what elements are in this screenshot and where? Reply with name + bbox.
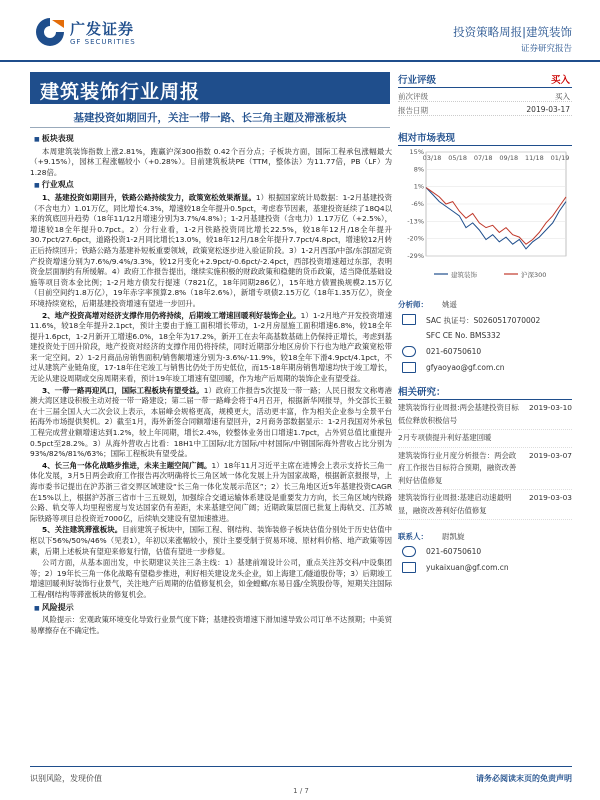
paragraph (30, 311, 392, 385)
x-tick-label: 03/18 (422, 154, 442, 162)
mail-icon (402, 362, 416, 373)
paragraph-lead: 2、地产投资高增对经济支撑作用仍将持续，后期竣工增速回暖利好装饰企业。 (42, 310, 301, 320)
rating-header (398, 72, 572, 88)
related-item-text: 2月专项债提升利好基建回暖 (398, 433, 492, 442)
related-item-text: 建筑装饰行业周报:基建启动速最明显，融资改善利好估值修复 (398, 493, 512, 515)
page-header (0, 0, 600, 62)
prev-rating-value: 买入 (555, 92, 570, 101)
y-tick-label: -29% (407, 252, 424, 260)
report-date-label: 报告日期 (398, 106, 428, 115)
analyst-block (398, 296, 572, 376)
report-date-row (398, 102, 572, 116)
related-research (398, 384, 572, 520)
mail-icon (402, 562, 416, 573)
analyst-phone: 021-60750610 (426, 347, 482, 356)
related-item[interactable] (398, 490, 572, 520)
related-item-date: 2019-03-07 (529, 450, 572, 460)
chart-svg (398, 148, 572, 288)
related-item-date: 2019-03-03 (529, 493, 572, 502)
contact-name: 尉凯旋 (442, 532, 465, 541)
y-tick-label: -13% (407, 217, 424, 226)
analyst-sac-row (398, 312, 572, 328)
paragraph (30, 461, 392, 525)
contact-block (398, 528, 572, 576)
brand-en: GF SECURITIES (70, 38, 136, 46)
y-tick-label: -20% (407, 234, 424, 243)
y-tick-label: 15% (409, 148, 424, 156)
prev-rating-row (398, 88, 572, 102)
analyst-sfc: SFC CE No. BMS332 (426, 331, 501, 340)
contact-email-row (398, 560, 572, 576)
phone-icon (402, 346, 416, 357)
legend-label: 建筑装饰 (451, 271, 477, 279)
y-tick-label: -6% (411, 200, 424, 208)
id-card-icon (402, 314, 416, 325)
related-item-date: 2019-03-10 (529, 403, 572, 412)
analyst-email-row (398, 360, 572, 376)
phone-icon (402, 546, 416, 557)
chart-title (398, 130, 572, 146)
report-date-value: 2019-03-17 (526, 105, 570, 114)
paragraph-text: 1）政府工作报告5次提及一带一路；人民日报发文称粤港澳大湾区建设积极主动对接一带一路建设；第二届一带一路峰会将于4月召开，根据新华网报导，外交部长王毅在十三届全国人大二次会议上表示，本届峰会规格更高，规模更大，活动更丰富，作为相关企业参与全景平台拓海外市场提供契机。2）截至1月，海外新签合同额增速有望回升，2月商务部数据显示：1-2月我国对外承包工程完成营业额增速达到1.2%，较上年同期，增长2.4%，较整体业务出口增速1.7pct，占外贸总值比重提升0.5pct至28.2%。3）从海外营收占比看：18H1中工国际/北方国际/中材国际/中钢国际海外营收占比分别为93%/82%/81%/63%；国际工程板块有望受益。 (30, 385, 392, 459)
related-title-text: 相关研究： (398, 387, 446, 398)
rating-title: 行业评级 (398, 75, 437, 86)
contact-phone-row (398, 544, 572, 560)
y-tick-label: 1% (413, 182, 424, 191)
gf-logo (34, 12, 154, 52)
contact-label: 联系人： (398, 532, 428, 541)
gf-logo-icon (34, 16, 66, 48)
paragraph-text: 1）18年11月习近平主席在进博会上表示支持长三角一体化发展，3月5日两会政府工作报告再次明确将长三角区域一体化发展上升为国家战略，根据新京报报导，上海市委书记提出在沪苏浙三省交界区域建设“长三角一体化发展示范区”；2）长三角地区近5年基建投资CAGR在15%以上，根据沪苏浙三省市十三五规划，加强综合交通运输体系建设是重要发力方向，长三角区域内铁路公路、轨交等人均里程密度与发达国家仍有差距，未来基建空间广阔；近期政策层面已批复上海轨交、江苏城际铁路等项目总投资近7000亿，后续轨交建设有望加速推进。 (30, 460, 392, 523)
related-item[interactable] (398, 400, 572, 430)
analyst-name-row (398, 296, 572, 312)
related-title (398, 384, 572, 400)
paragraph: 风险提示：宏观政策环境变化导致行业景气度下降；基建投资增速下滑加速导致公司订单不达预期；中美贸易摩擦存在不确定性。 (30, 615, 392, 635)
report-subtitle: 基建投资如期回升，关注一带一路、长三角主题及滞涨板块 (30, 108, 390, 128)
paragraph (30, 193, 392, 310)
series-line-1 (426, 188, 566, 245)
related-item-text: 建筑装饰行业月度分析报告：两会政府工作报告目标符合预期，融资改善利好估值修复 (398, 450, 517, 485)
paragraph-text: 目前建筑子板块中，国际工程、钢结构、装饰装修子板块估值分别处于历史估值中枢以下56%/50%/46%（见表1），年初以来涨幅较小，预计主要受制于贸易环境、原材料价格、地产政策等因素，后期上述板块有望迎来修复行情，估值有望进一步修复。 (30, 525, 392, 556)
x-tick-label: 07/18 (473, 154, 493, 162)
footer-disclaimer[interactable]: 请务必阅读末页的免责声明 (476, 774, 572, 783)
analyst-phone-row (398, 344, 572, 360)
section-title: ■ 行业观点 (30, 180, 392, 192)
rating-value: 买入 (550, 75, 570, 86)
page-number: 1 / 7 (293, 787, 309, 795)
analyst-sfc-row (398, 328, 572, 344)
paragraph-lead: 1、基建投资如期回升，铁路公路持续发力，政策宽松效果渐显。 (42, 192, 256, 202)
x-tick-label: 01/19 (550, 154, 570, 162)
market-chart (398, 130, 572, 290)
y-tick-label: 8% (413, 165, 424, 174)
paragraph-lead: 4、长三角一体化战略步推进，未来主题空间广阔。 (42, 460, 212, 470)
related-item[interactable] (398, 430, 572, 448)
x-tick-label: 11/18 (525, 154, 544, 162)
analyst-name: 姚遥 (442, 300, 457, 309)
paragraph-text: 1）1-2月地产开发投资增速11.6%，较18全年提升2.1pct，预计主要由于施工面积增长带动，1-2月房屋施工面积增速6.8%，较18全年提升1.6pct，1-2月新开工增速6.0%，18全年为17.2%，新开工在去年高基数基础上仍保持正增长，考虑到基建投资处于回升阶段，地产投资对经济的支撑作用仍将持续，同时近期部分地区房价下行也为地产政策宽松带来一定空间。2）1-2月商品房销售面积/销售额增速分别为-3.6%/-11.9%，较18全年下滑4.9pct/4.1pct，不过从建筑产业链角度，17-18年住宅竣工与销售比仍处于历史低位，而15-18年期房销售增速均快于竣工增长，无论从建设周期或交房周期来看，预计19年竣工增速有望回暖，作为地产后周期的装饰企业有望受益。 (30, 310, 392, 384)
legend-label: 沪深300 (521, 271, 547, 279)
paragraph: 公司方面，从基本面出发，中长期建议关注三条主线：1）基建前端设计公司，重点关注苏交科/中设集团等；2）19年长三角一体化战略有望稳步推进，利好相关建设龙头企业，如上海建工/隧道股份等；3）后期竣工增速回暖利好装饰行业景气，关注地产后周期的估值修复机会，如金螳螂/东易日盛/全筑股份等，短期关注国际工程/钢结构等滞涨板块的修复机会。 (30, 558, 392, 599)
x-tick-label: 09/18 (499, 154, 519, 162)
paragraph (30, 386, 392, 460)
contact-email[interactable]: yukaixuan@gf.com.cn (426, 563, 509, 572)
analyst-sac: SAC 执证号：S0260517070002 (426, 316, 541, 325)
contact-phone: 021-60750610 (426, 547, 482, 556)
related-item-text: 建筑装饰行业周报:两会基建投资目标低位释放积极信号 (398, 403, 519, 425)
related-item[interactable] (398, 448, 572, 491)
series-line-0 (426, 188, 566, 249)
report-body (30, 132, 392, 762)
analyst-label: 分析师： (398, 300, 428, 309)
paragraph: 本周建筑装饰指数上涨2.81%，跑赢沪深300指数 0.42个百分点；子板块方面，国际工程承包涨幅最大（+9.15%），园林工程涨幅较小（+0.28%）。目前建筑板块PE（TTM，整体法）为11.77倍，PB（LF）为1.28倍。 (30, 146, 392, 177)
section-title: ■ 板块表现 (30, 134, 392, 146)
report-dept: 证券研究报告 (520, 44, 572, 54)
paragraph-text: 1）根据国家统计局数据：1-2月基建投资（不含电力）1.01万亿，同比增长4.3%，增速较18全年提升0.5pct，考虑春节因素，基建投资延续了18Q4以来的筑底回升趋势（18年11/12月增速分别为3.7%/4.8%）；1-2月基建投资（含电力）1.17万亿（+2.5%），增速较18全年提升0.7pct。2）分行业看，1-2月铁路投资同比增长22.5%，较18年12月/18全年提升30.7pct/27.6pct，道路投资1-2月同比增长13.0%，较18年12月/18全年提升7.7pct/4.8pct，增速较12月转正后持续回升；铁路公路为基建补短板重要领域，政策宽松逐步进入验证阶段。3）1-2月西部/中部/东部固定资产投资增速分别为7.6%/9.4%/3.3%，较12月变化+2.9pct/-0.6pct/-2.4pct，西部投资增速超过东部，表明资金层面制约有所缓解。4）政府工作报告提出，继续实施积极的财政政策和稳健的货币政策，适当降低基础设施等项目资本金比例；1-2月地方债发行提速（7821亿，18年同期286亿），15年地方债置换规模2.15万亿（目前空间约1.8万亿），19年赤字率预算2.8%（18年2.6%），新增专项债2.15万亿（18年1.35万亿），资金环境持续宽松，后期基建投资增速有望进一步回升。 (30, 192, 392, 308)
paragraph (30, 525, 392, 557)
prev-rating-label: 前次评级 (398, 92, 428, 101)
brand-cn: 广发证券 (70, 20, 135, 38)
section-title: ■ 风险提示 (30, 603, 392, 615)
x-tick-label: 05/18 (448, 154, 467, 162)
paragraph-lead: 5、关注建筑滞涨板块。 (42, 525, 123, 535)
footer-slogan: 识别风险，发现价值 (30, 774, 102, 783)
report-type: 投资策略周报|建筑装饰 (453, 25, 572, 39)
analyst-email[interactable]: gfyaoyao@gf.com.cn (426, 363, 505, 372)
paragraph-lead: 3、一带一路再迎风口，国际工程板块有望受益。 (42, 385, 204, 395)
sidebar (398, 72, 572, 762)
page-footer (30, 766, 572, 796)
contact-name-row (398, 528, 572, 544)
report-title: 建筑装饰行业周报 (30, 72, 390, 104)
chart-title-text: 相对市场表现 (398, 133, 456, 144)
